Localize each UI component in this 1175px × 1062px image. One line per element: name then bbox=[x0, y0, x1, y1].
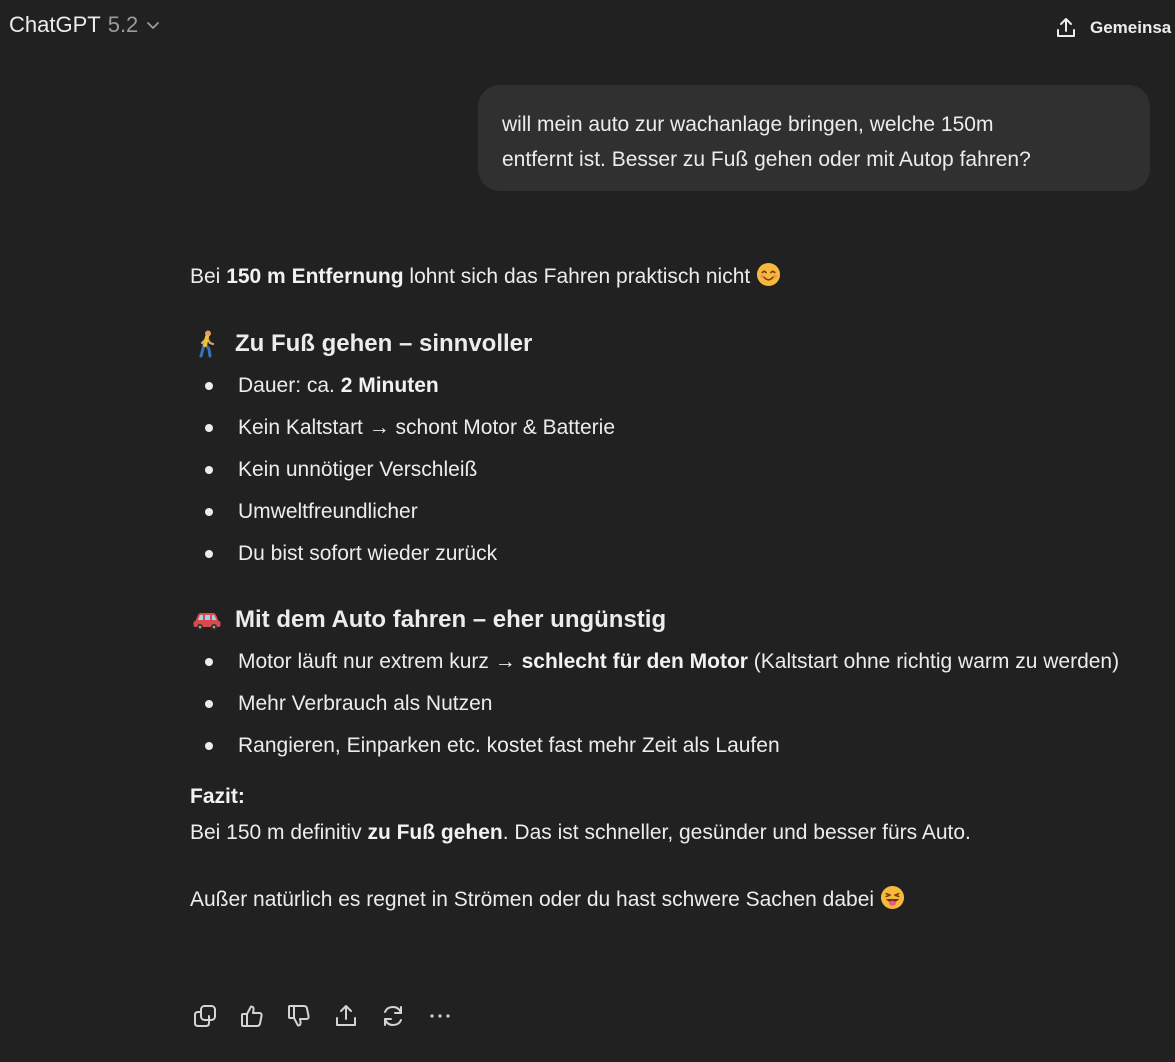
message-actions bbox=[190, 1001, 472, 1031]
copy-button[interactable] bbox=[190, 1001, 220, 1031]
copy-icon bbox=[192, 1003, 218, 1029]
section-heading-walking bbox=[190, 328, 1160, 360]
list-item: Kein Kaltstart → schont Motor & Batterie bbox=[190, 407, 1160, 449]
list-item: Motor läuft nur extrem kurz → schlecht für den Motor (Kaltstart ohne richtig warm zu werden) bbox=[190, 641, 1160, 683]
list-item: Kein unnötiger Verschleiß bbox=[190, 449, 1160, 491]
thumbs-down-icon bbox=[286, 1003, 312, 1029]
share-icon bbox=[333, 1003, 359, 1029]
answer-intro: Bei 150 m Entfernung lohnt sich das Fahren praktisch nicht bbox=[190, 257, 1160, 301]
grinning-tongue-emoji-icon bbox=[880, 884, 905, 924]
walking-benefits-list bbox=[190, 365, 1160, 575]
model-name: ChatGPT bbox=[9, 12, 101, 37]
chevron-down-icon bbox=[144, 16, 162, 34]
share-icon bbox=[1054, 16, 1078, 40]
thumbs-up-icon bbox=[239, 1003, 265, 1029]
model-selector[interactable] bbox=[9, 12, 162, 38]
list-item: Mehr Verbrauch als Nutzen bbox=[190, 683, 1160, 725]
regenerate-icon bbox=[380, 1003, 406, 1029]
list-item: Du bist sofort wieder zurück bbox=[190, 533, 1160, 575]
user-message-bubble bbox=[478, 85, 1150, 191]
section-heading-driving bbox=[190, 604, 1160, 636]
section-heading-text: Zu Fuß gehen – sinnvoller bbox=[235, 330, 533, 357]
share-response-button[interactable] bbox=[331, 1001, 361, 1031]
user-message-line: will mein auto zur wachanlage bringen, welche 150m bbox=[502, 113, 994, 136]
conclusion-text: Bei 150 m definitiv zu Fuß gehen. Das ist schneller, gesünder und besser fürs Auto. bbox=[190, 821, 971, 844]
top-bar bbox=[0, 0, 1175, 60]
closing-remark: Außer natürlich es regnet in Strömen oder du hast schwere Sachen dabei bbox=[190, 880, 1160, 924]
list-item: Rangieren, Einparken etc. kostet fast mehr Zeit als Laufen bbox=[190, 725, 1160, 767]
assistant-message bbox=[190, 257, 1160, 924]
car-icon bbox=[190, 606, 224, 634]
regenerate-button[interactable] bbox=[378, 1001, 408, 1031]
conclusion-label: Fazit: bbox=[190, 785, 245, 808]
driving-drawbacks-list bbox=[190, 641, 1160, 767]
smiling-face-emoji-icon bbox=[756, 261, 781, 301]
list-item: Dauer: ca. 2 Minuten bbox=[190, 365, 1160, 407]
list-item: Umweltfreundlicher bbox=[190, 491, 1160, 533]
user-message-line: entfernt ist. Besser zu Fuß gehen oder mit Autop fahren? bbox=[502, 148, 1031, 171]
section-heading-text: Mit dem Auto fahren – eher ungünstig bbox=[235, 606, 667, 633]
model-version: 5.2 bbox=[107, 12, 139, 37]
more-icon bbox=[427, 1003, 453, 1029]
thumbs-down-button[interactable] bbox=[284, 1001, 314, 1031]
thumbs-up-button[interactable] bbox=[237, 1001, 267, 1031]
more-options-button[interactable] bbox=[425, 1001, 455, 1031]
share-label: Gemeinsa bbox=[1090, 18, 1172, 37]
share-button[interactable] bbox=[1054, 16, 1171, 40]
walking-person-icon bbox=[190, 330, 224, 358]
